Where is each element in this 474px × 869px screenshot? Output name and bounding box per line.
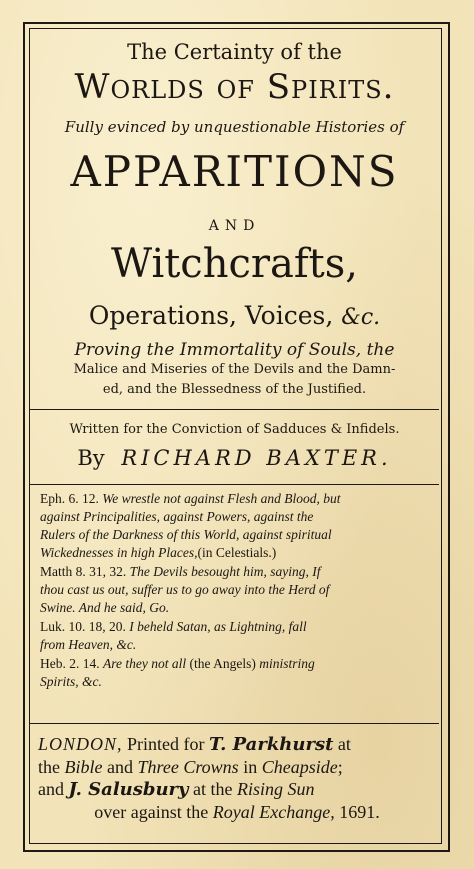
imprint-line-1 bbox=[38, 733, 436, 756]
proving-line: Proving the Immortality of Souls, the bbox=[74, 340, 395, 360]
printer-parkhurst: T. Parkhurst bbox=[209, 734, 334, 755]
sign-rising-sun: Rising Sun bbox=[236, 779, 315, 799]
title-line-1: The Certainty of the bbox=[127, 40, 342, 64]
scripture-text: Swine. And he said, Go. bbox=[40, 600, 170, 615]
title-operations bbox=[30, 303, 439, 329]
scripture-text: Spirits, &c. bbox=[40, 674, 102, 689]
scripture-text: ministring bbox=[259, 656, 315, 671]
scripture-text: We wrestle not against Flesh and Blood, but bbox=[102, 491, 341, 506]
scripture-heb bbox=[40, 655, 434, 691]
title-witchcrafts: Witchcrafts, bbox=[111, 241, 358, 287]
place-cheapside: Cheapside bbox=[261, 757, 338, 777]
scripture-block bbox=[40, 490, 434, 692]
scripture-text: Are they not all bbox=[103, 656, 187, 671]
imprint-text: over against the bbox=[94, 802, 209, 822]
title-and: AND bbox=[208, 218, 261, 234]
scripture-text: Rulers of the Darkness of this World, against spiritual bbox=[40, 527, 332, 542]
scripture-matth bbox=[40, 563, 434, 617]
scripture-text: against Principalities, against Powers, against the bbox=[40, 509, 314, 524]
scripture-text: I beheld Satan, as Lightning, fall bbox=[129, 619, 307, 634]
scripture-text: thou cast us out, suffer us to go away into the Herd of bbox=[40, 582, 330, 597]
imprint-text: the bbox=[38, 757, 60, 777]
divider-3 bbox=[30, 723, 439, 724]
scripture-text: The Devils besought him, saying, If bbox=[129, 564, 321, 579]
divider-1 bbox=[30, 409, 439, 410]
imprint-block bbox=[38, 733, 436, 823]
author-name: RICHARD BAXTER. bbox=[121, 446, 392, 470]
subtitle-histories: Fully evinced by unquestionable Histories of bbox=[64, 118, 405, 136]
scripture-text: Wickednesses in high Places, bbox=[40, 545, 198, 560]
imprint-city: LONDON, bbox=[38, 734, 123, 754]
scripture-ref: Matth 8. 31, 32. bbox=[40, 564, 127, 579]
imprint-text: Printed for bbox=[127, 734, 205, 754]
imprint-text: and bbox=[107, 757, 133, 777]
etc-mark: &c. bbox=[341, 305, 381, 330]
scripture-aside: (the Angels) bbox=[189, 656, 256, 671]
imprint-text: at bbox=[337, 734, 351, 754]
sign-three-crowns: Three Crowns bbox=[137, 757, 239, 777]
by-word: By bbox=[77, 446, 105, 470]
title-worlds-of-spirits: Worlds of Spirits. bbox=[74, 67, 395, 107]
imprint-text: ; bbox=[337, 757, 343, 777]
imprint-year: 1691. bbox=[339, 802, 380, 822]
written-for-line: Written for the Conviction of Sadduces & Infidels. bbox=[69, 422, 400, 437]
scripture-ref: Luk. 10. 18, 20. bbox=[40, 619, 126, 634]
divider-2 bbox=[30, 484, 439, 485]
operations-text: Operations, Voices, bbox=[88, 301, 334, 330]
author-line bbox=[30, 448, 439, 469]
scripture-ref: Eph. 6. 12. bbox=[40, 491, 99, 506]
imprint-line-4 bbox=[38, 801, 436, 823]
title-apparitions: APPARITIONS bbox=[70, 147, 399, 196]
scripture-luk bbox=[40, 618, 434, 654]
scripture-tail: (in Celestials.) bbox=[197, 545, 277, 560]
scripture-text: from Heaven, &c. bbox=[40, 637, 137, 652]
imprint-text: at the bbox=[193, 779, 233, 799]
imprint-line-3 bbox=[38, 778, 436, 801]
imprint-text: in bbox=[243, 757, 258, 777]
malice-line: Malice and Miseries of the Devils and the Damn- bbox=[73, 362, 396, 377]
printer-salusbury: J. Salusbury bbox=[68, 779, 189, 800]
sign-bible: Bible bbox=[64, 757, 103, 777]
scripture-ref: Heb. 2. 14. bbox=[40, 656, 100, 671]
imprint-text: and bbox=[38, 779, 64, 799]
scripture-eph bbox=[40, 490, 434, 562]
blessedness-line: ed, and the Blessedness of the Justified. bbox=[102, 382, 367, 397]
imprint-line-2 bbox=[38, 756, 436, 778]
place-royal-exchange: Royal Exchange, bbox=[212, 802, 335, 822]
